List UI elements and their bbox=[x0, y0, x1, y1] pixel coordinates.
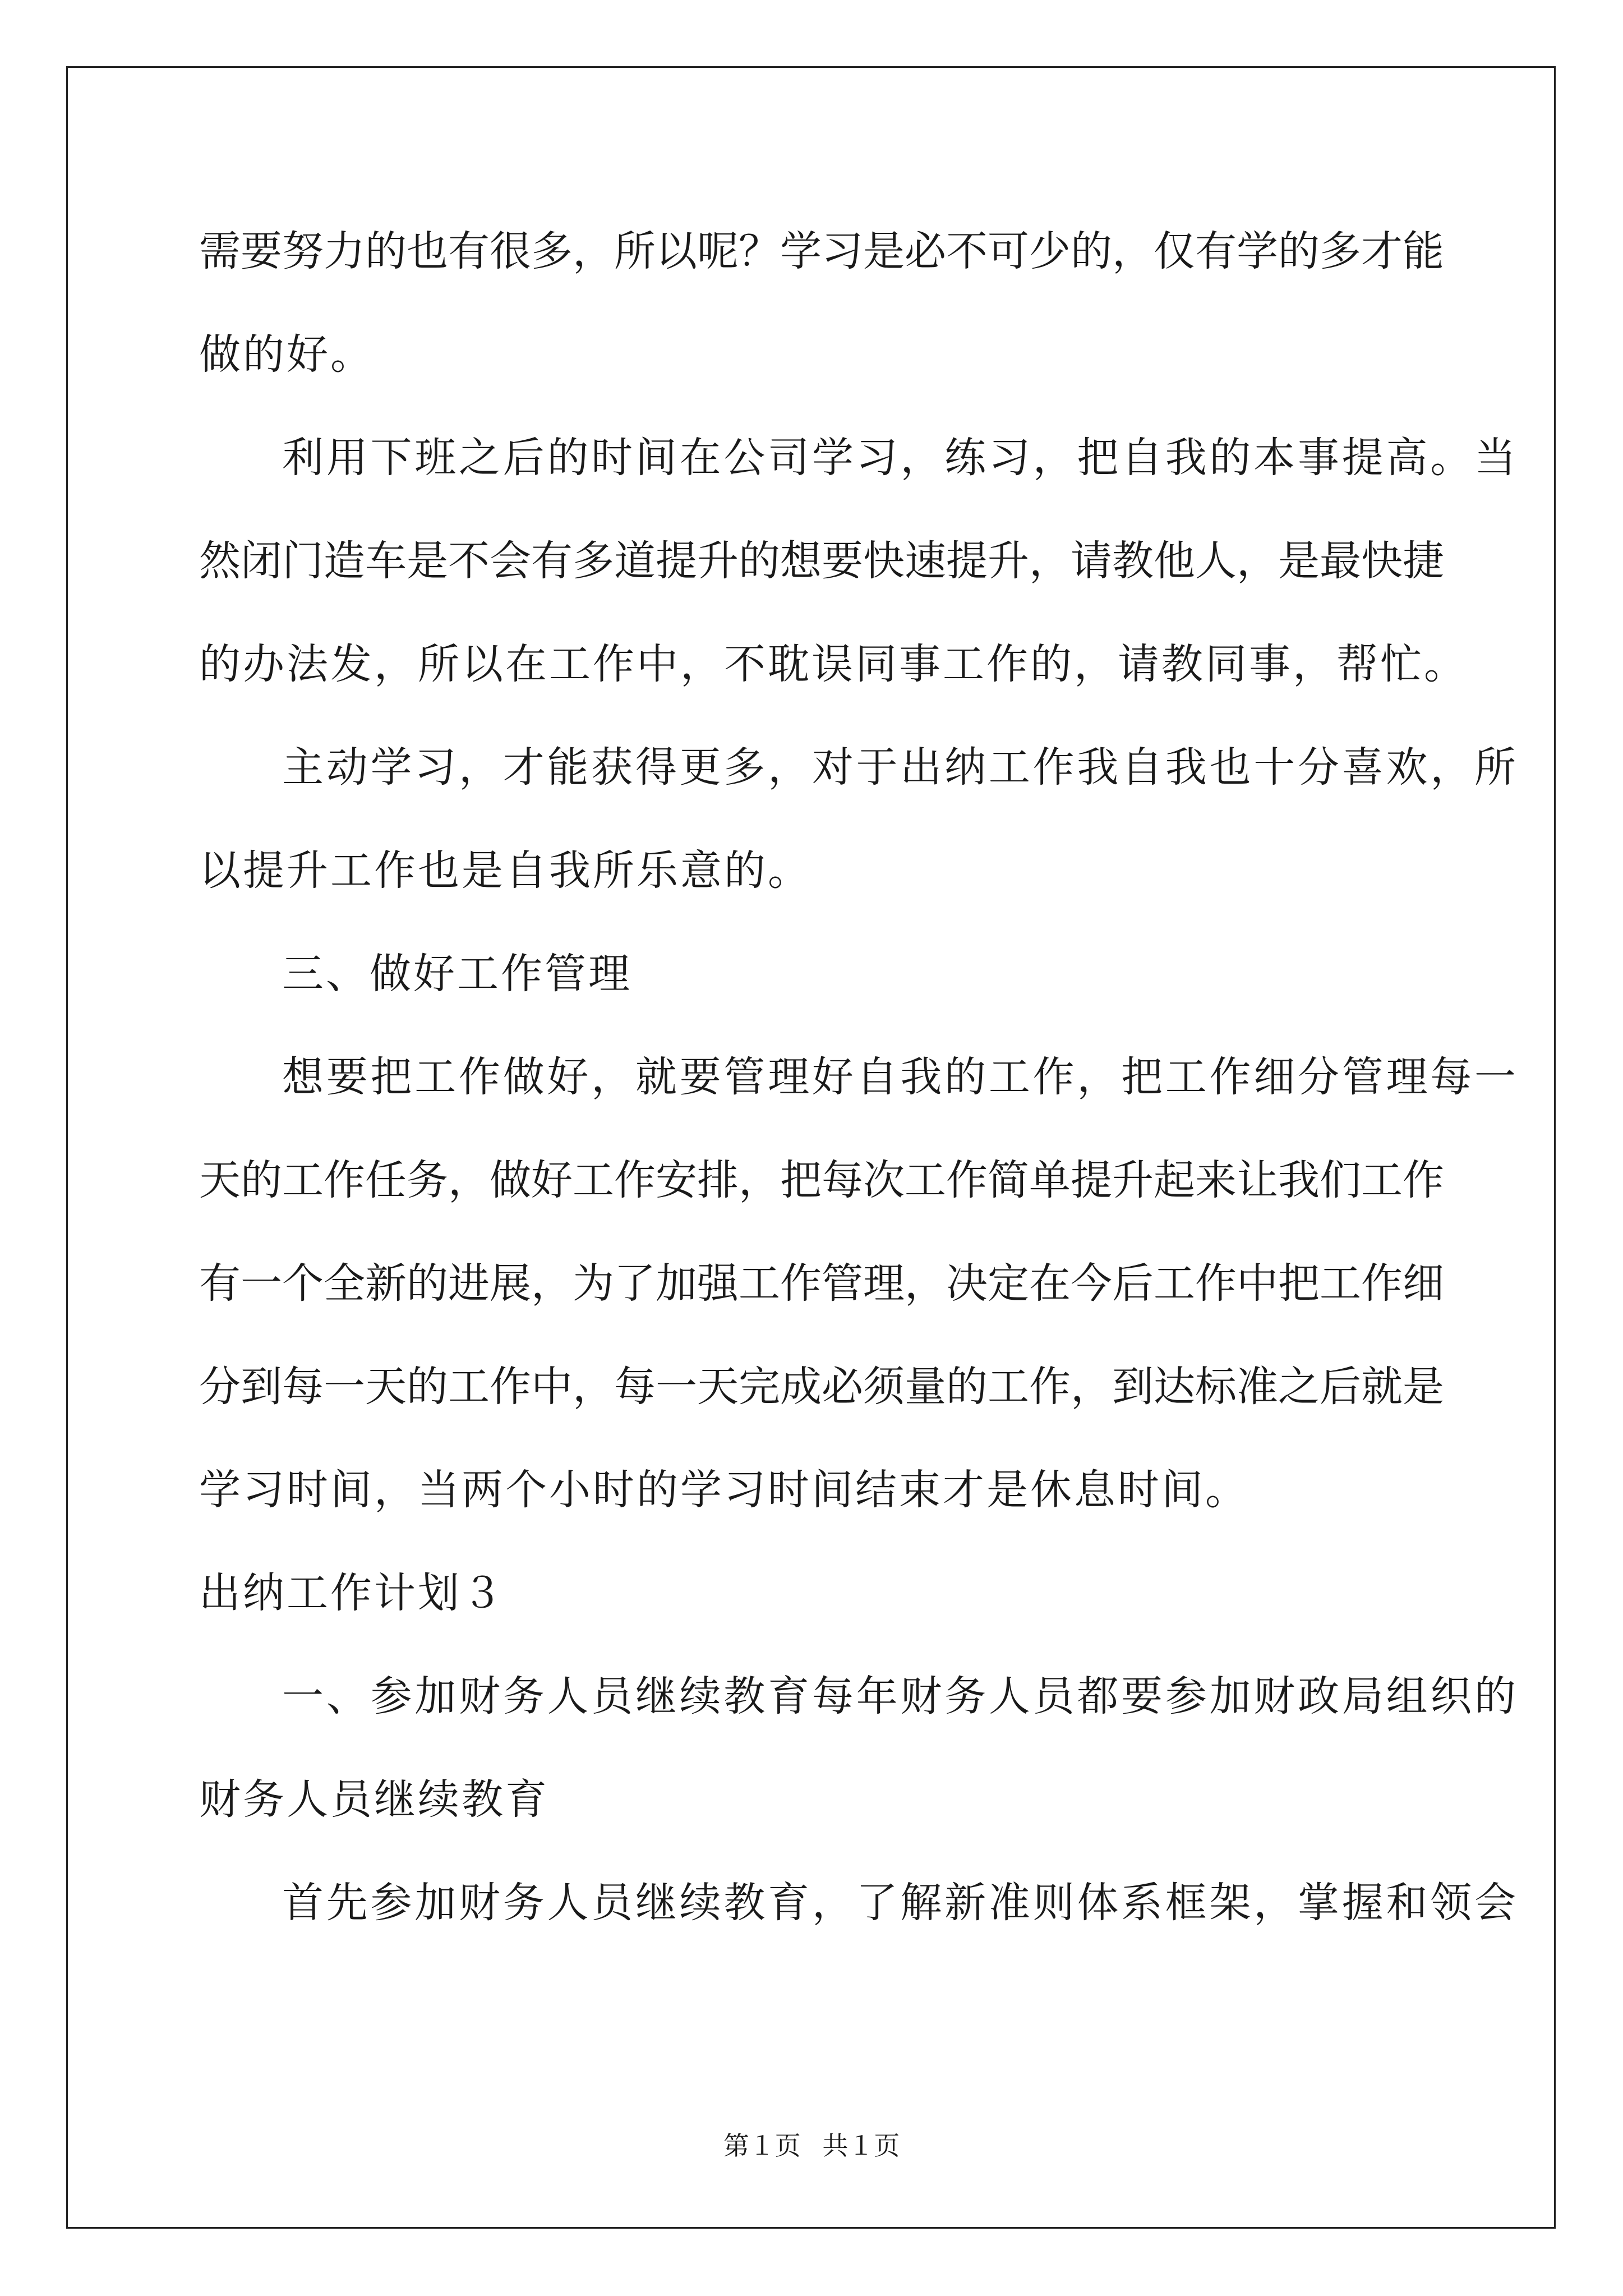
text-line: 需要努力的也有很多，所以呢？学习是必不可少的，仅有学的多才能 bbox=[199, 227, 1444, 275]
text-line: 一、参加财务人员继续教育每年财务人员都要参加财政局组织的 bbox=[282, 1672, 1516, 1720]
page-total: 共１页 bbox=[822, 2131, 900, 2161]
text-line: 然闭门造车是不会有多道提升的想要快速提升，请教他人，是最快捷 bbox=[199, 537, 1444, 585]
page-footer bbox=[0, 2129, 1623, 2162]
text-line: 以提升工作也是自我所乐意的。 bbox=[199, 846, 811, 895]
page-number: 第１页 bbox=[723, 2131, 801, 2161]
text-line: 学习时间，当两个小时的学习时间结束才是休息时间。 bbox=[199, 1466, 1249, 1514]
section-title: 出纳工作计划３ bbox=[199, 1569, 505, 1617]
text-line: 天的工作任务，做好工作安排，把每次工作简单提升起来让我们工作 bbox=[199, 1156, 1444, 1204]
text-line: 有一个全新的进展，为了加强工作管理，决定在今后工作中把工作细 bbox=[199, 1259, 1444, 1308]
text-line: 想要把工作做好，就要管理好自我的工作，把工作细分管理每一 bbox=[282, 1053, 1516, 1101]
text-line: 利用下班之后的时间在公司学习，练习，把自我的本事提高。当 bbox=[282, 434, 1516, 482]
text-line: 分到每一天的工作中，每一天完成必须量的工作，到达标准之后就是 bbox=[199, 1363, 1444, 1411]
text-line: 做的好。 bbox=[199, 330, 374, 379]
text-line: 主动学习，才能获得更多，对于出纳工作我自我也十分喜欢，所 bbox=[282, 743, 1516, 792]
section-heading: 三、做好工作管理 bbox=[282, 950, 632, 998]
text-line: 首先参加财务人员继续教育，了解新准则体系框架，掌握和领会 bbox=[282, 1879, 1516, 1927]
text-line: 的办法发，所以在工作中，不耽误同事工作的，请教同事，帮忙。 bbox=[199, 640, 1468, 688]
text-line: 财务人员继续教育 bbox=[199, 1775, 549, 1824]
